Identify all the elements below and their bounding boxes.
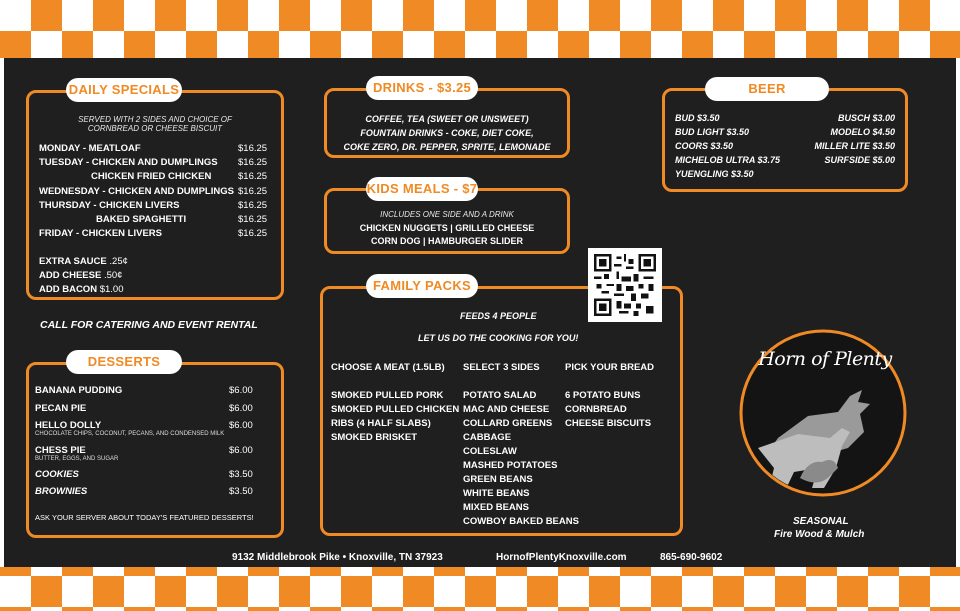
drinks-line: COFFEE, TEA (SWEET OR UNSWEET) bbox=[365, 114, 529, 124]
dessert-price: $6.00 bbox=[229, 403, 253, 414]
sides-column-header: SELECT 3 SIDES bbox=[463, 362, 540, 373]
special-name: MONDAY - MEATLOAF bbox=[39, 143, 141, 154]
special-price: $16.25 bbox=[238, 157, 268, 168]
dessert-name: CHESS PIE bbox=[35, 445, 86, 456]
extra-name: ADD CHEESE bbox=[39, 270, 102, 281]
horn-of-plenty-logo bbox=[738, 328, 908, 498]
catering-note: CALL FOR CATERING AND EVENT RENTAL bbox=[40, 319, 258, 331]
meat-column-header: CHOOSE A MEAT (1.5LB) bbox=[331, 362, 445, 373]
side-item: MIXED BEANS bbox=[463, 502, 529, 513]
meat-item: RIBS (4 HALF SLABS) bbox=[331, 418, 431, 429]
side-item: MASHED POTATOES bbox=[463, 460, 558, 471]
dessert-price: $6.00 bbox=[229, 385, 253, 396]
special-price: $16.25 bbox=[238, 200, 268, 211]
special-price: $16.25 bbox=[238, 228, 268, 239]
kids-meals-line: CORN DOG | HAMBURGER SLIDER bbox=[370, 236, 524, 246]
dessert-price: $3.50 bbox=[229, 469, 253, 480]
extra-name: EXTRA SAUCE bbox=[39, 256, 107, 267]
dessert-note: CHOCOLATE CHIPS, COCONUT, PECANS, AND CONDENSED MILK bbox=[35, 431, 225, 437]
family-packs-feeds: FEEDS 4 PEOPLE bbox=[460, 311, 537, 321]
special-name: WEDNESDAY - CHICKEN AND DUMPLINGS bbox=[39, 186, 234, 197]
special-name: BAKED SPAGHETTI bbox=[96, 214, 187, 225]
daily-specials-subtitle-2: CORNBREAD OR CHEESE BISCUIT bbox=[87, 124, 223, 133]
bread-item: CORNBREAD bbox=[565, 404, 627, 415]
beer-item: BUD LIGHT $3.50 bbox=[675, 127, 750, 137]
qr-code[interactable] bbox=[588, 248, 662, 322]
extra-price: $1.00 bbox=[99, 284, 124, 295]
kids-meals-title: KIDS MEALS - $7 bbox=[366, 177, 478, 201]
seasonal-line-2: Fire Wood & Mulch bbox=[774, 529, 865, 540]
daily-specials-title: DAILY SPECIALS bbox=[66, 78, 182, 102]
extra-item bbox=[39, 256, 128, 267]
drinks-lines bbox=[327, 112, 567, 154]
side-item: COWBOY BAKED BEANS bbox=[463, 516, 579, 527]
extra-price: .50¢ bbox=[103, 270, 123, 281]
beer-item: BUD $3.50 bbox=[675, 113, 720, 123]
dessert-name: COOKIES bbox=[35, 469, 79, 480]
drinks-line: COKE ZERO, DR. PEPPER, SPRITE, LEMONADE bbox=[343, 142, 551, 152]
kids-meals-line: CHICKEN NUGGETS | GRILLED CHEESE bbox=[359, 223, 535, 233]
special-price: $16.25 bbox=[238, 186, 268, 197]
bread-column-header: PICK YOUR BREAD bbox=[565, 362, 655, 373]
checker-border-top bbox=[0, 0, 960, 58]
desserts-footer: ASK YOUR SERVER ABOUT TODAY'S FEATURED DESSERTS! bbox=[35, 513, 254, 522]
desserts-title: DESSERTS bbox=[66, 350, 182, 374]
special-price: $16.25 bbox=[238, 143, 268, 154]
extra-name: ADD BACON bbox=[39, 284, 98, 295]
family-packs-title: FAMILY PACKS bbox=[366, 274, 478, 298]
footer-website[interactable]: HornofPlentyKnoxville.com bbox=[496, 552, 627, 563]
side-item: CABBAGE bbox=[463, 432, 512, 443]
dessert-price: $6.00 bbox=[229, 445, 253, 456]
side-item: COLESLAW bbox=[463, 446, 517, 457]
logo-script-text: Horn of Plenty bbox=[758, 348, 892, 370]
drinks-line: FOUNTAIN DRINKS - COKE, DIET COKE, bbox=[360, 128, 534, 138]
side-item: POTATO SALAD bbox=[463, 390, 537, 401]
side-item: WHITE BEANS bbox=[463, 488, 530, 499]
special-name: FRIDAY - CHICKEN LIVERS bbox=[39, 228, 162, 239]
special-name: CHICKEN FRIED CHICKEN bbox=[91, 171, 212, 182]
side-item: COLLARD GREENS bbox=[463, 418, 553, 429]
special-price: $16.25 bbox=[238, 214, 268, 225]
special-name: TUESDAY - CHICKEN AND DUMPLINGS bbox=[39, 157, 218, 168]
beer-box bbox=[662, 88, 908, 192]
beer-title: BEER bbox=[705, 77, 829, 101]
dessert-note: BUTTER, EGGS, AND SUGAR bbox=[35, 456, 119, 462]
footer-phone[interactable]: 865-690-9602 bbox=[660, 552, 723, 563]
dessert-name: HELLO DOLLY bbox=[35, 420, 102, 431]
extra-item bbox=[39, 270, 122, 281]
extra-item bbox=[39, 284, 123, 295]
bread-item: CHEESE BISCUITS bbox=[565, 418, 652, 429]
drinks-title: DRINKS - $3.25 bbox=[366, 76, 478, 100]
extra-price: .25¢ bbox=[109, 256, 128, 267]
dessert-price: $3.50 bbox=[229, 486, 253, 497]
dessert-name: BANANA PUDDING bbox=[35, 385, 123, 396]
beer-item: MICHELOB ULTRA $3.75 bbox=[675, 155, 781, 165]
daily-specials-box bbox=[26, 90, 284, 300]
kids-meals-lines bbox=[327, 222, 567, 248]
daily-specials-subtitle-1: SERVED WITH 2 SIDES AND CHOICE OF bbox=[78, 115, 232, 124]
beer-item: MODELO $4.50 bbox=[830, 127, 895, 137]
meat-item: SMOKED BRISKET bbox=[331, 432, 418, 443]
bread-item: 6 POTATO BUNS bbox=[565, 390, 641, 401]
meat-item: SMOKED PULLED CHICKEN bbox=[331, 404, 460, 415]
desserts-box bbox=[26, 362, 284, 538]
beer-item: MILLER LITE $3.50 bbox=[814, 141, 895, 151]
dessert-price: $6.00 bbox=[229, 420, 253, 431]
special-name: THURSDAY - CHICKEN LIVERS bbox=[39, 200, 180, 211]
dessert-name: BROWNIES bbox=[35, 486, 88, 497]
qr-code-icon bbox=[594, 254, 656, 316]
seasonal-line-1: SEASONAL bbox=[793, 516, 849, 527]
menu-board bbox=[4, 58, 956, 567]
checker-border-bottom bbox=[0, 567, 960, 611]
beer-item: BUSCH $3.00 bbox=[837, 113, 895, 123]
beer-item: COORS $3.50 bbox=[675, 141, 734, 151]
dessert-name: PECAN PIE bbox=[35, 403, 87, 414]
side-item: MAC AND CHEESE bbox=[463, 404, 550, 415]
side-item: GREEN BEANS bbox=[463, 474, 533, 485]
special-price: $16.25 bbox=[238, 171, 268, 182]
beer-item: YUENGLING $3.50 bbox=[675, 169, 754, 179]
kids-meals-subtitle: INCLUDES ONE SIDE AND A DRINK bbox=[380, 210, 514, 219]
beer-item: SURFSIDE $5.00 bbox=[824, 155, 895, 165]
family-packs-tagline: LET US DO THE COOKING FOR YOU! bbox=[418, 333, 579, 343]
footer-address: 9132 Middlebrook Pike • Knoxville, TN 37923 bbox=[232, 552, 443, 563]
meat-item: SMOKED PULLED PORK bbox=[331, 390, 444, 401]
family-packs-box bbox=[320, 286, 683, 536]
